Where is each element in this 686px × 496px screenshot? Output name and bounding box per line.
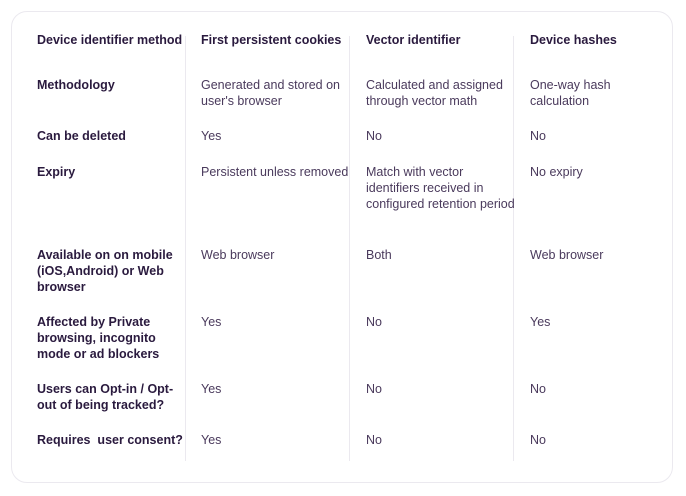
row-label: Expiry <box>37 165 76 179</box>
table-row <box>37 314 650 381</box>
table-row <box>37 128 650 164</box>
cell-hashes: No <box>530 129 546 143</box>
cell-cookies: Yes <box>201 129 222 143</box>
row-label: Available on on mobile (iOS,Android) or Web browser <box>37 248 173 294</box>
cell-cookies: Yes <box>201 315 222 329</box>
cell-vector: No <box>366 382 382 396</box>
cell-cookies: Persistent unless removed <box>201 165 349 179</box>
row-label: Affected by Private browsing, incognito mode or ad blockers <box>37 315 160 361</box>
table-row <box>37 164 650 247</box>
cell-hashes: Yes <box>530 315 551 329</box>
cell-hashes: No <box>530 382 546 396</box>
header-vector: Vector identifier <box>366 33 461 47</box>
header-method: Device identifier method <box>37 33 183 47</box>
cell-cookies: Yes <box>201 433 222 447</box>
cell-cookies: Yes <box>201 382 222 396</box>
table-row <box>37 247 650 314</box>
table-row <box>37 77 650 128</box>
cell-vector: Calculated and assigned through vector math <box>366 78 503 108</box>
comparison-table <box>37 32 650 454</box>
table-row <box>37 432 650 454</box>
cell-vector: No <box>366 433 382 447</box>
table-row <box>37 381 650 432</box>
row-label: Methodology <box>37 78 115 92</box>
row-label: Can be deleted <box>37 129 126 143</box>
cell-hashes: Web browser <box>530 248 604 262</box>
header-cookies: First persistent cookies <box>201 33 342 47</box>
cell-vector: Both <box>366 248 392 262</box>
cell-cookies: Generated and stored on user's browser <box>201 78 340 108</box>
cell-hashes: No <box>530 433 546 447</box>
cell-hashes: No expiry <box>530 165 583 179</box>
cell-vector: Match with vector identifiers received in configured retention period <box>366 165 515 211</box>
cell-cookies: Web browser <box>201 248 275 262</box>
row-label: Requires user consent? <box>37 433 183 447</box>
row-label: Users can Opt-in / Opt-out of being tracked? <box>37 382 174 412</box>
table-header-row <box>37 32 650 77</box>
cell-vector: No <box>366 315 382 329</box>
header-hashes: Device hashes <box>530 33 617 47</box>
cell-hashes: One-way hash calculation <box>530 78 611 108</box>
cell-vector: No <box>366 129 382 143</box>
